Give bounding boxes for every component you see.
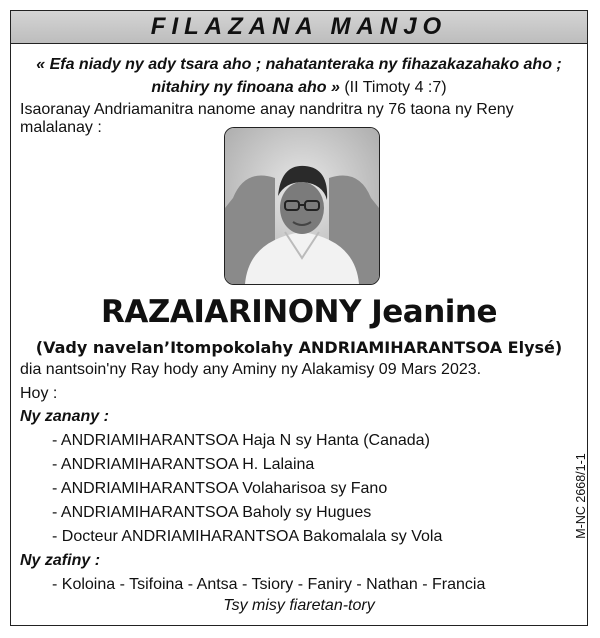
quote-line-2: nitahiry ny finoana aho » (151, 79, 340, 96)
grandchildren-heading: Ny zafiny : (20, 552, 101, 569)
bible-quote (11, 53, 587, 99)
reference-code-box (571, 441, 591, 551)
child-item: - ANDRIAMIHARANTSOA Haja N sy Hanta (Canada) (52, 432, 430, 449)
hoy-label: Hoy : (20, 385, 58, 402)
child-item: - ANDRIAMIHARANTSOA Baholy sy Hugues (52, 504, 372, 521)
quote-reference: (II Timoty 4 :7) (344, 79, 447, 96)
child-item: - Docteur ANDRIAMIHARANTSOA Bakomalala sy Vola (52, 528, 443, 545)
reference-code: M-NC 2668/1-1 (574, 453, 588, 539)
intro-text: Isaoranay Andriamanitra nanome anay nandritra ny 76 taona ny Reny malalanay : (20, 101, 514, 136)
deceased-name: RAZAIARINONY Jeanine (100, 294, 497, 330)
grandchildren-list: - Koloina - Tsifoina - Antsa - Tsiory - Faniry - Nathan - Francia (52, 576, 486, 593)
children-heading: Ny zanany : (20, 408, 109, 425)
closing-text: Tsy misy fiaretan-tory (223, 597, 375, 614)
portrait-photo (224, 127, 380, 285)
death-notice: dia nantsoin'ny Ray hody any Aminy ny Alakamisy 09 Mars 2023. (20, 361, 482, 378)
notice-frame (10, 10, 588, 626)
spouse-line: (Vady navelan’Itompokolahy ANDRIAMIHARANTSOA Elysé) (35, 338, 563, 357)
notice-banner: FILAZANA MANJO (11, 11, 587, 44)
child-item: - ANDRIAMIHARANTSOA Volaharisoa sy Fano (52, 480, 388, 497)
quote-line-1: « Efa niady ny ady tsara aho ; nahatanteraka ny fihazakazahako aho ; (36, 56, 562, 73)
child-item: - ANDRIAMIHARANTSOA H. Lalaina (52, 456, 315, 473)
